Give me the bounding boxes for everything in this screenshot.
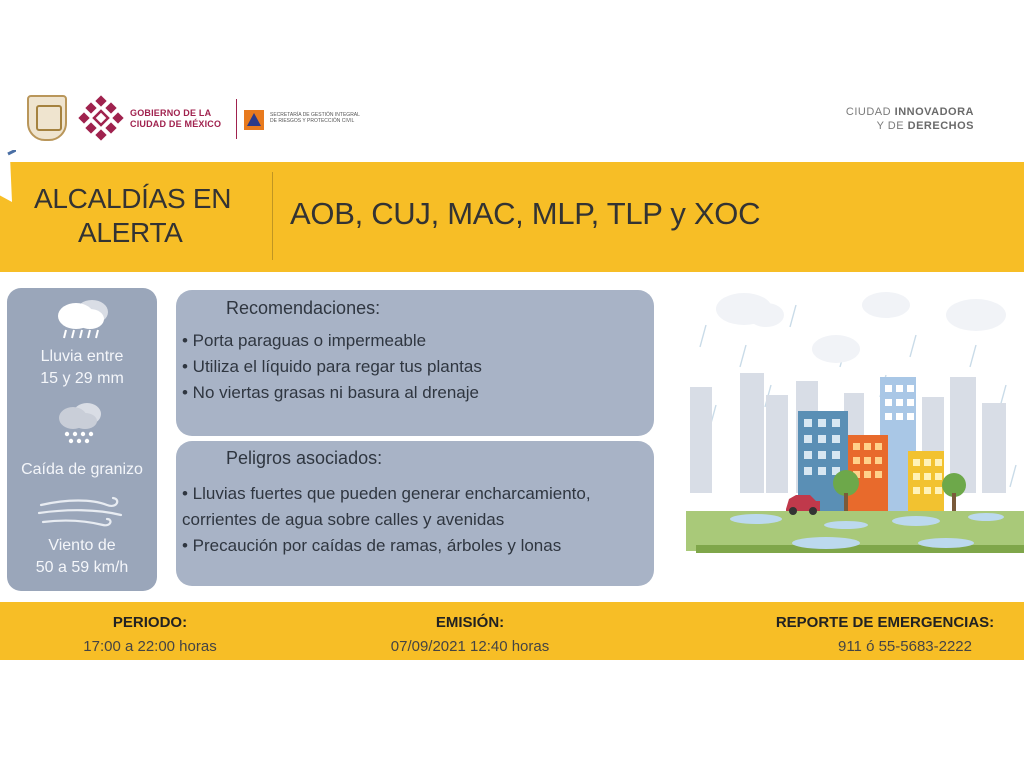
hazards-list	[182, 481, 591, 559]
list-item: • Lluvias fuertes que pueden generar encharcamiento,	[182, 484, 591, 503]
megaphone-icon	[0, 150, 16, 210]
alert-divider	[272, 172, 273, 260]
rain-line-1: Lluvia entre	[40, 348, 124, 365]
period-label: PERIODO:	[112, 614, 188, 631]
wind-line-1: Viento de	[48, 537, 116, 554]
civil-protection-triangle-icon	[244, 110, 264, 130]
alert-title-line-1: ALCALDÍAS EN	[34, 183, 232, 214]
recommendations-box	[176, 290, 654, 436]
secretaria-line-2: DE RIESGOS Y PROTECCIÓN CIVIL	[270, 118, 355, 124]
emission-value: 07/09/2021 12:40 horas	[390, 638, 550, 655]
wind-icon	[37, 495, 127, 531]
recommendations-heading: Recomendaciones:	[226, 298, 381, 318]
rainy-city-illustration	[686, 285, 1024, 587]
hazards-heading: Peligros asociados:	[226, 448, 383, 468]
slogan-prefix: CIUDAD	[845, 106, 892, 118]
recommendations-list	[182, 328, 482, 406]
rain-amount	[7, 346, 157, 390]
slogan-bold-1: INNOVADORA	[894, 106, 974, 118]
list-item: • Porta paraguas o impermeable	[182, 331, 427, 350]
list-item: • Precaución por caídas de ramas, árboles y lonas	[182, 536, 562, 555]
slogan-bold-2: DERECHOS	[907, 120, 974, 132]
header	[0, 95, 1024, 150]
wind-line-2: 50 a 59 km/h	[35, 559, 129, 576]
hail-cloud-icon	[55, 398, 107, 448]
emergency-phone[interactable]: 911 ó 55-5683-2222	[837, 638, 972, 655]
rain-cloud-icon	[52, 294, 114, 340]
header-divider	[236, 99, 237, 139]
coat-of-arms-icon	[27, 95, 67, 141]
list-item: corrientes de agua sobre calles y avenidas	[182, 510, 505, 529]
period-value: 17:00 a 22:00 horas	[83, 638, 217, 655]
alert-title	[34, 182, 231, 250]
secretaria-line-1: SECRETARÍA DE GESTIÓN INTEGRAL	[270, 112, 360, 118]
hail-label: Caída de granizo	[21, 461, 143, 478]
wind-speed	[7, 535, 157, 579]
government-name	[130, 108, 221, 130]
list-item: • Utiliza el líquido para regar tus plantas	[182, 357, 482, 376]
slogan-mid: Y DE	[876, 120, 905, 132]
list-item: • No viertas grasas ni basura al drenaje	[182, 383, 479, 402]
rain-line-2: 15 y 29 mm	[40, 370, 124, 387]
secretaria-name	[270, 112, 400, 124]
cdmx-logo-icon	[78, 95, 124, 141]
alert-districts: AOB, CUJ, MAC, MLP, TLP y XOC	[290, 196, 761, 231]
city-slogan	[800, 105, 974, 133]
conditions-panel	[7, 288, 157, 591]
footer-band	[0, 602, 1024, 660]
emission-label: EMISIÓN:	[435, 614, 505, 631]
alert-title-line-2: ALERTA	[78, 217, 183, 248]
gov-line-2: CIUDAD DE MÉXICO	[130, 119, 222, 129]
emergency-report-label: REPORTE DE EMERGENCIAS:	[775, 614, 995, 631]
hazards-box	[176, 441, 654, 586]
gov-line-1: GOBIERNO DE LA	[130, 108, 212, 118]
